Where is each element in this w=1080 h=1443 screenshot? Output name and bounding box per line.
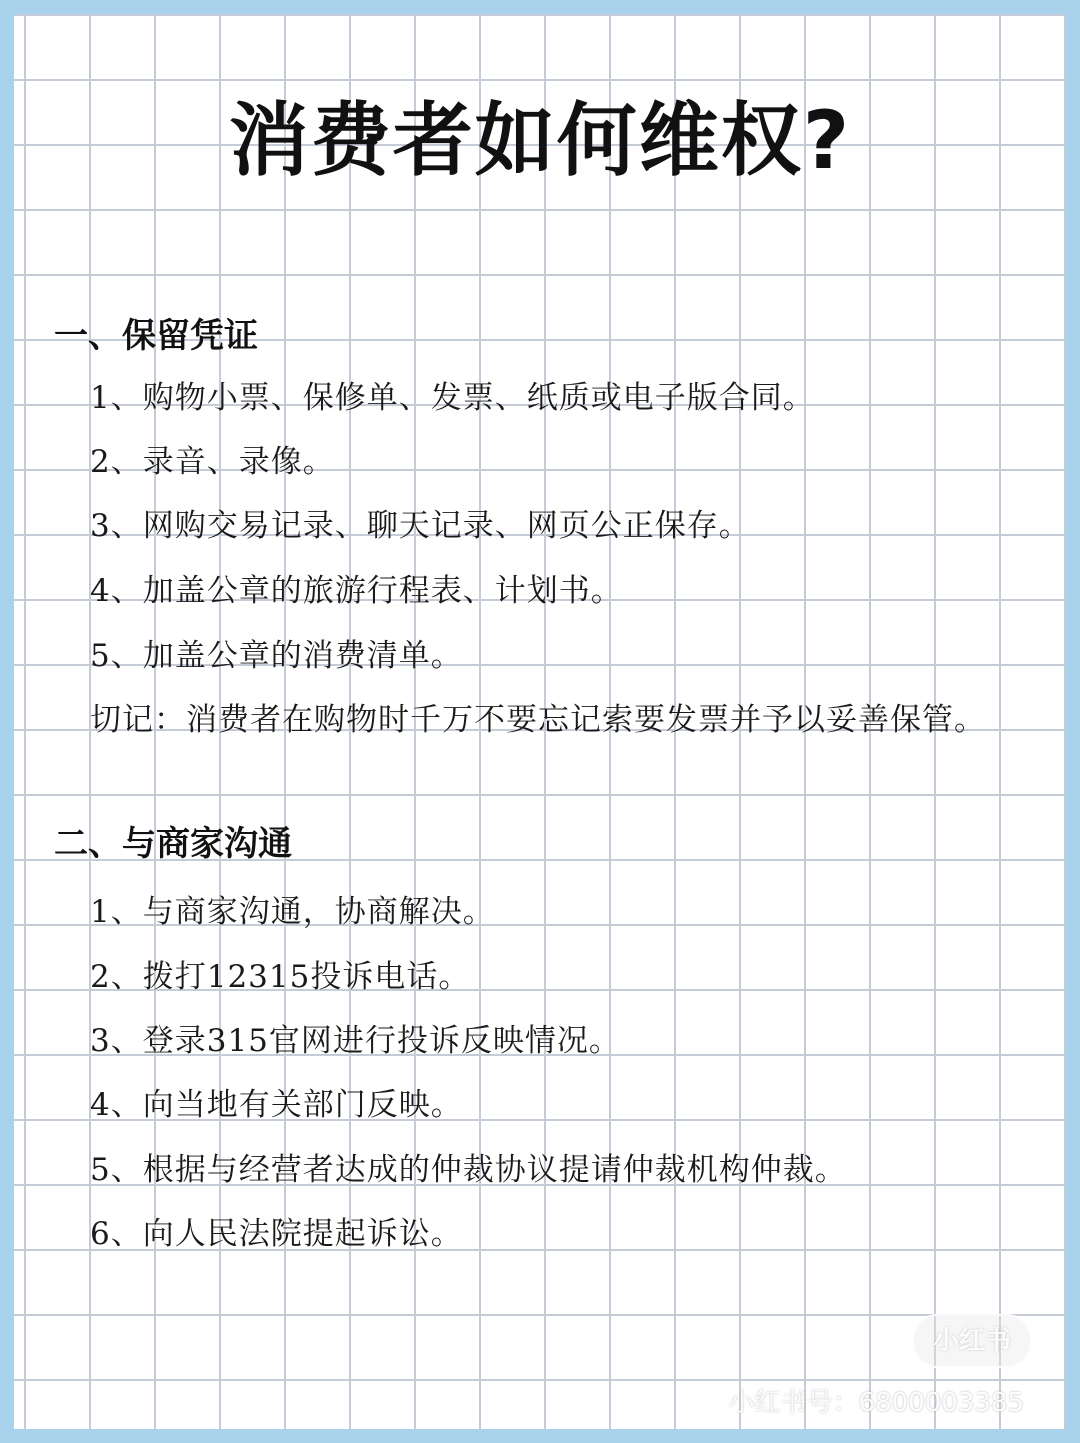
list-item: 1、购物小票、保修单、发票、纸质或电子版合同。	[90, 380, 815, 416]
section-heading-contact-merchant: 二、与商家沟通	[54, 824, 292, 864]
section-heading-keep-evidence: 一、保留凭证	[54, 316, 258, 356]
list-item: 2、拨打12315投诉电话。	[90, 959, 471, 995]
list-item: 3、网购交易记录、聊天记录、网页公正保存。	[90, 508, 751, 544]
list-item: 2、录音、录像。	[90, 444, 335, 480]
page-title: 消费者如何维权?	[228, 94, 852, 187]
watermark-logo: 小红书	[912, 1314, 1032, 1368]
list-item: 6、向人民法院提起诉讼。	[90, 1216, 463, 1252]
list-item: 5、加盖公章的消费清单。	[90, 638, 463, 674]
list-item: 4、向当地有关部门反映。	[90, 1087, 463, 1123]
reminder-note: 切记：消费者在购物时千万不要忘记索要发票并予以妥善保管。	[90, 702, 986, 738]
list-item: 3、登录315官网进行投诉反映情况。	[90, 1023, 621, 1059]
list-item: 5、根据与经营者达成的仲裁协议提请仲裁机构仲裁。	[90, 1152, 847, 1188]
list-item: 4、加盖公章的旅游行程表、计划书。	[90, 573, 623, 609]
watermark-id: 小红书号：6800003385	[728, 1388, 1024, 1418]
list-item: 1、与商家沟通，协商解决。	[90, 894, 495, 930]
